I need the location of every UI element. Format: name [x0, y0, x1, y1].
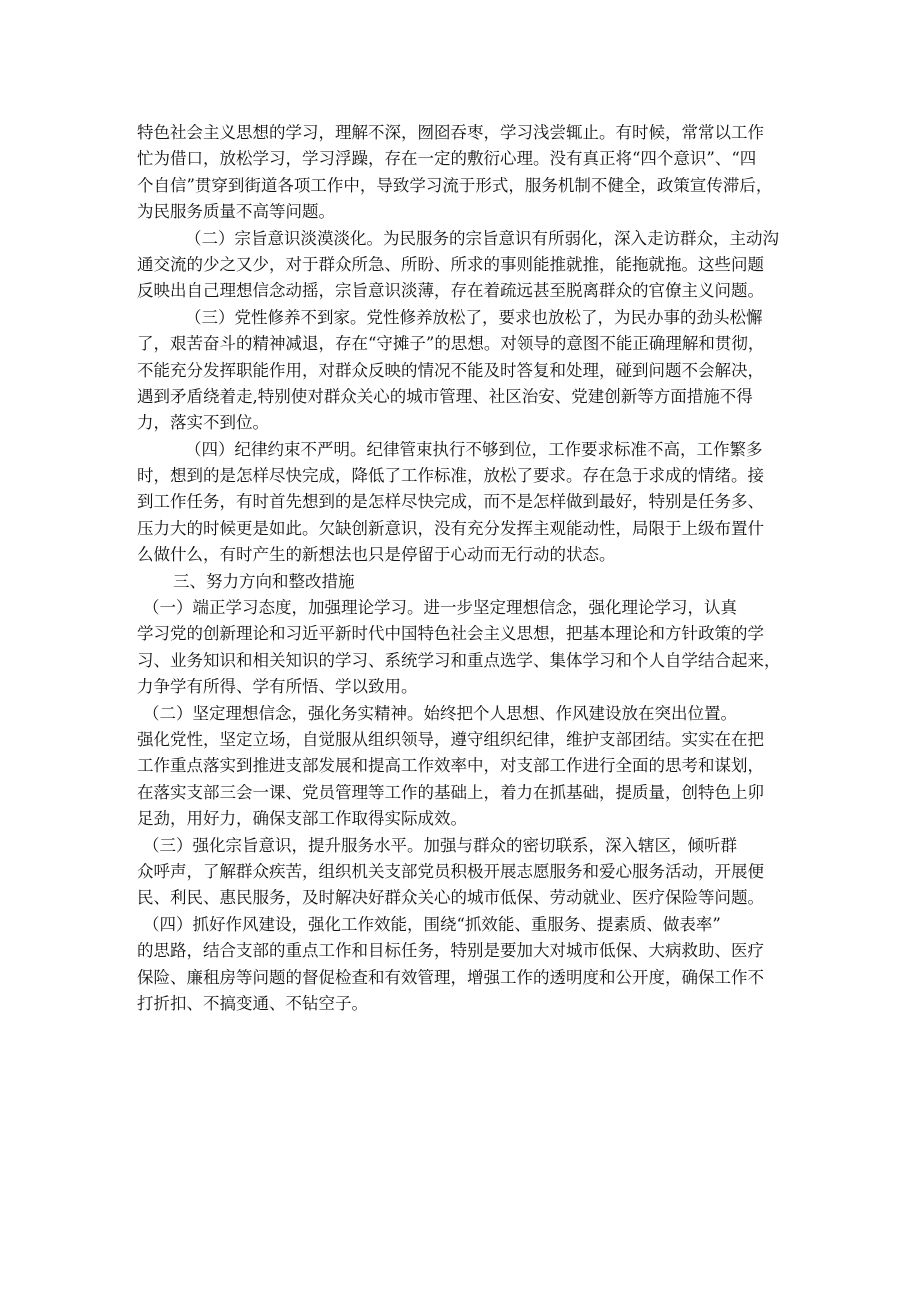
- text-line: 工作重点落实到推进支部发展和提高工作效率中，对支部工作进行全面的思考和谋划，: [137, 756, 764, 776]
- text-line: 么做什么，有时产生的新想法也只是停留于心动而无行动的状态。: [137, 545, 616, 565]
- text-line: 打折扣、不搞变通、不钻空子。: [137, 993, 368, 1013]
- text-line: （三）强化宗旨意识，提升服务水平。加强与群众的密切联系，深入辖区，倾听群: [143, 835, 737, 855]
- text-line: 通交流的少之又少，对于群众所急、所盼、所求的事则能推就推，能拖就拖。这些问题: [137, 254, 764, 274]
- text-line: （二）宗旨意识淡漠淡化。为民服务的宗旨意识有所弱化，深入走访群众，主动沟: [185, 228, 779, 248]
- document-body: [137, 120, 797, 1017]
- paragraph: [137, 701, 797, 833]
- paragraph: [137, 437, 797, 569]
- text-line: 民、利民、惠民服务，及时解决好群众关心的城市低保、劳动就业、医疗保险等问题。: [137, 888, 764, 908]
- text-line: 力争学有所得、学有所悟、学以致用。: [137, 677, 418, 697]
- text-line: 三、努力方向和整改措施: [173, 571, 355, 591]
- text-line: 了，艰苦奋斗的精神减退，存在“守摊子”的思想。对领导的意图不能正确理解和贯彻，: [137, 334, 765, 354]
- text-line: 为民服务质量不高等问题。: [137, 202, 335, 222]
- text-line: 在落实支部三会一课、党员管理等工作的基础上，着力在抓基础，提质量，创特色上卯: [137, 782, 764, 802]
- paragraph: [137, 912, 797, 1018]
- text-line: 不能充分发挥职能作用，对群众反映的情况不能及时答复和处理，碰到问题不会解决，: [137, 360, 764, 380]
- text-line: （四）抓好作风建设，强化工作效能，围绕“抓效能、重服务、提素质、做表率”: [143, 914, 721, 934]
- text-line: 保险、廉租房等问题的督促检查和有效管理，增强工作的透明度和公开度，确保工作不: [137, 967, 764, 987]
- paragraph: [137, 569, 797, 595]
- paragraph: [137, 226, 797, 305]
- text-line: 的思路，结合支部的重点工作和目标任务，特别是要加大对城市低保、大病救助、医疗: [137, 941, 764, 961]
- text-line: 力，落实不到位。: [137, 413, 269, 433]
- text-line: （三）党性修养不到家。党性修养放松了，要求也放松了，为民办事的劲头松懈: [185, 307, 763, 327]
- text-line: 特色社会主义思想的学习，理解不深，囫囵吞枣，学习浅尝辄止。有时候，常常以工作: [137, 123, 764, 142]
- text-line: 忙为借口，放松学习，学习浮躁，存在一定的敷衍心理。没有真正将“四个意识”、“四: [137, 149, 757, 169]
- text-line: 强化党性，坚定立场，自觉服从组织领导，遵守组织纪律，维护支部团结。实实在在把: [137, 729, 764, 749]
- text-line: 时，想到的是怎样尽快完成，降低了工作标准，放松了要求。存在急于求成的情绪。接: [137, 466, 764, 486]
- paragraph: [137, 833, 797, 912]
- text-line: 反映出自己理想信念动摇，宗旨意识淡薄，存在着疏远甚至脱离群众的官僚主义问题。: [137, 281, 764, 301]
- text-line: 个自信”贯穿到街道各项工作中，导致学习流于形式，服务机制不健全，政策宣传滞后，: [137, 175, 773, 195]
- text-line: （四）纪律约束不严明。纪律管束执行不够到位，工作要求标准不高，工作繁多: [185, 439, 763, 459]
- text-line: （二）坚定理想信念，强化务实精神。始终把个人思想、作风建设放在突出位置。: [143, 703, 737, 723]
- text-line: 遇到矛盾绕着走,特别使对群众关心的城市管理、社区治安、党建创新等方面措施不得: [137, 386, 753, 406]
- text-line: 足劲，用好力，确保支部工作取得实际成效。: [137, 809, 467, 829]
- text-line: 众呼声，了解群众疾苦，组织机关支部党员积极开展志愿服务和爱心服务活动，开展便: [137, 861, 764, 881]
- paragraph: [137, 305, 797, 437]
- paragraph: [137, 595, 797, 701]
- text-line: 习、业务知识和相关知识的学习、系统学习和重点选学、集体学习和个人自学结合起来，: [137, 650, 781, 670]
- text-line: （一）端正学习态度，加强理论学习。进一步坚定理想信念，强化理论学习，认真: [143, 598, 737, 618]
- text-line: 到工作任务，有时首先想到的是怎样尽快完成，而不是怎样做到最好，特别是任务多、: [137, 492, 764, 512]
- text-line: 压力大的时候更是如此。欠缺创新意识，没有充分发挥主观能动性，局限于上级布置什: [137, 518, 764, 538]
- paragraph: [137, 120, 797, 226]
- text-line: 学习党的创新理论和习近平新时代中国特色社会主义思想，把基本理论和方针政策的学: [137, 624, 764, 644]
